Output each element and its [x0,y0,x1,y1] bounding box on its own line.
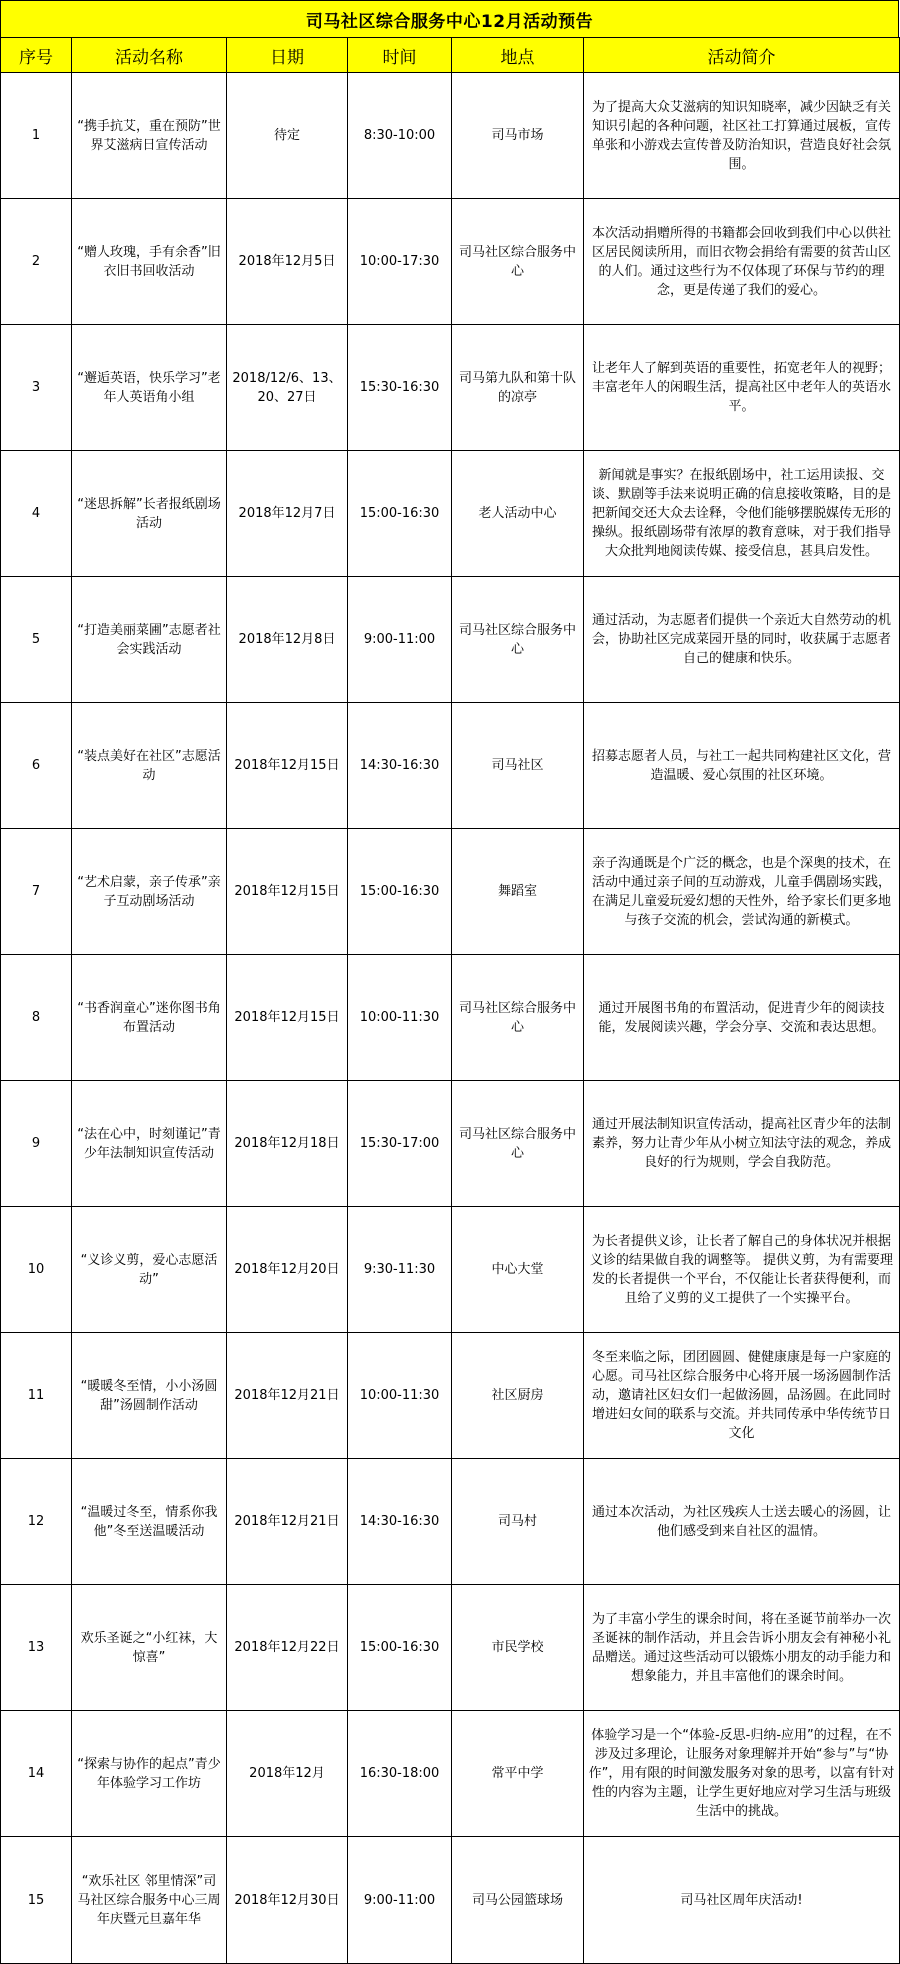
cell-name: “赠人玫瑰，手有余香”旧衣旧书回收活动 [72,199,227,325]
table-row [1,1585,900,1711]
cell-date: 2018年12月21日 [227,1333,348,1459]
header-place: 地点 [452,38,584,73]
cell-date: 2018年12月30日 [227,1837,348,1964]
table-row [1,451,900,577]
header-no: 序号 [1,38,72,73]
cell-no: 14 [1,1711,72,1837]
cell-place: 常平中学 [452,1711,584,1837]
cell-name: “艺术启蒙，亲子传承”亲子互动剧场活动 [72,829,227,955]
cell-time: 10:00-11:30 [348,1333,452,1459]
sheet-title: 司马社区综合服务中心12月活动预告 [0,0,899,38]
cell-name: “装点美好在社区”志愿活动 [72,703,227,829]
cell-name: “迷思拆解”长者报纸剧场活动 [72,451,227,577]
cell-date: 2018年12月7日 [227,451,348,577]
cell-name: “打造美丽菜圃”志愿者社会实践活动 [72,577,227,703]
cell-time: 15:00-16:30 [348,829,452,955]
table-row [1,1081,900,1207]
cell-name: “携手抗艾，重在预防”世界艾滋病日宣传活动 [72,73,227,199]
table-row [1,1333,900,1459]
cell-time: 14:30-16:30 [348,703,452,829]
cell-time: 8:30-10:00 [348,73,452,199]
cell-date: 2018年12月15日 [227,829,348,955]
cell-place: 司马村 [452,1459,584,1585]
header-time: 时间 [348,38,452,73]
cell-name: “欢乐社区 邻里情深”司马社区综合服务中心三周年庆暨元旦嘉年华 [72,1837,227,1964]
cell-date: 2018/12/6、13、20、27日 [227,325,348,451]
cell-time: 10:00-11:30 [348,955,452,1081]
header-row [1,38,900,73]
cell-name: “暖暖冬至情，小小汤圆甜”汤圆制作活动 [72,1333,227,1459]
cell-desc: 为长者提供义诊，让长者了解自己的身体状况并根据义诊的结果做自我的调整等。 提供义剪，为有需要理发的长者提供一个平台，不仅能让长者获得便利，而且给了义剪的义工提供了一个实操平台。 [584,1207,900,1333]
cell-no: 1 [1,73,72,199]
cell-time: 9:00-11:00 [348,1837,452,1964]
cell-place: 司马公园篮球场 [452,1837,584,1964]
cell-date: 2018年12月18日 [227,1081,348,1207]
cell-time: 15:00-16:30 [348,451,452,577]
cell-no: 11 [1,1333,72,1459]
cell-desc: 通过本次活动，为社区残疾人士送去暖心的汤圆，让他们感受到来自社区的温情。 [584,1459,900,1585]
cell-no: 6 [1,703,72,829]
cell-no: 13 [1,1585,72,1711]
cell-desc: 让老年人了解到英语的重要性，拓宽老年人的视野；丰富老年人的闲暇生活，提高社区中老年人的英语水平。 [584,325,900,451]
cell-desc: 新闻就是事实？在报纸剧场中，社工运用读报、交谈、默剧等手法来说明正确的信息接收策略，目的是把新闻交还大众去诠释，令他们能够摆脱媒传无形的操纵。报纸剧场带有浓厚的教育意味，对于我们指导大众批判地阅读传媒、接受信息，甚具启发性。 [584,451,900,577]
header-desc: 活动简介 [584,38,900,73]
cell-date: 2018年12月15日 [227,955,348,1081]
header-date: 日期 [227,38,348,73]
cell-time: 14:30-16:30 [348,1459,452,1585]
cell-place: 司马社区综合服务中心 [452,955,584,1081]
table-row [1,1207,900,1333]
cell-desc: 通过开展图书角的布置活动，促进青少年的阅读技能，发展阅读兴趣，学会分享、交流和表达思想。 [584,955,900,1081]
cell-name: “邂逅英语，快乐学习”老年人英语角小组 [72,325,227,451]
cell-place: 中心大堂 [452,1207,584,1333]
cell-place: 司马社区综合服务中心 [452,1081,584,1207]
cell-no: 8 [1,955,72,1081]
cell-time: 15:00-16:30 [348,1585,452,1711]
cell-name: “法在心中，时刻谨记”青少年法制知识宣传活动 [72,1081,227,1207]
cell-no: 4 [1,451,72,577]
cell-place: 司马社区 [452,703,584,829]
cell-time: 9:00-11:00 [348,577,452,703]
cell-date: 2018年12月21日 [227,1459,348,1585]
cell-no: 5 [1,577,72,703]
cell-desc: 为了丰富小学生的课余时间，将在圣诞节前举办一次圣诞袜的制作活动，并且会告诉小朋友会有神秘小礼品赠送。通过这些活动可以锻炼小朋友的动手能力和想象能力，并且丰富他们的课余时间。 [584,1585,900,1711]
cell-no: 7 [1,829,72,955]
cell-date: 2018年12月8日 [227,577,348,703]
cell-date: 待定 [227,73,348,199]
cell-date: 2018年12月20日 [227,1207,348,1333]
cell-time: 9:30-11:30 [348,1207,452,1333]
cell-date: 2018年12月22日 [227,1585,348,1711]
cell-desc: 通过开展法制知识宣传活动，提高社区青少年的法制素养，努力让青少年从小树立知法守法的观念，养成良好的行为规则，学会自我防范。 [584,1081,900,1207]
table-row [1,1711,900,1837]
cell-place: 司马社区综合服务中心 [452,199,584,325]
table-row [1,829,900,955]
cell-no: 12 [1,1459,72,1585]
table-row [1,577,900,703]
table-row [1,1459,900,1585]
cell-no: 10 [1,1207,72,1333]
cell-desc: 为了提高大众艾滋病的知识知晓率，减少因缺乏有关知识引起的各种问题，社区社工打算通过展板，宣传单张和小游戏去宣传普及防治知识，营造良好社会氛围。 [584,73,900,199]
header-name: 活动名称 [72,38,227,73]
cell-time: 16:30-18:00 [348,1711,452,1837]
table-row [1,325,900,451]
table-row [1,199,900,325]
cell-date: 2018年12月 [227,1711,348,1837]
cell-no: 9 [1,1081,72,1207]
cell-name: “温暖过冬至，情系你我他”冬至送温暖活动 [72,1459,227,1585]
cell-desc: 司马社区周年庆活动! [584,1837,900,1964]
cell-time: 10:00-17:30 [348,199,452,325]
cell-no: 2 [1,199,72,325]
cell-place: 市民学校 [452,1585,584,1711]
cell-date: 2018年12月15日 [227,703,348,829]
table-row [1,73,900,199]
cell-name: “探索与协作的起点”青少年体验学习工作坊 [72,1711,227,1837]
cell-desc: 亲子沟通既是个广泛的概念，也是个深奥的技术，在活动中通过亲子间的互动游戏，儿童手偶剧场实践，在满足儿童爱玩爱幻想的天性外，给予家长们更多地与孩子交流的机会，尝试沟通的新模式。 [584,829,900,955]
cell-date: 2018年12月5日 [227,199,348,325]
table-row [1,955,900,1081]
activity-table [0,37,900,1964]
cell-no: 15 [1,1837,72,1964]
cell-place: 老人活动中心 [452,451,584,577]
cell-name: “书香润童心”迷你图书角布置活动 [72,955,227,1081]
cell-no: 3 [1,325,72,451]
cell-place: 司马第九队和第十队的凉亭 [452,325,584,451]
table-row [1,703,900,829]
cell-desc: 冬至来临之际，团团圆圆、健健康康是每一户家庭的心愿。司马社区综合服务中心将开展一场汤圆制作活动，邀请社区妇女们一起做汤圆，品汤圆。在此同时增进妇女间的联系与交流。并共同传承中华传统节日文化 [584,1333,900,1459]
cell-desc: 通过活动，为志愿者们提供一个亲近大自然劳动的机会，协助社区完成菜园开垦的同时，收获属于志愿者自己的健康和快乐。 [584,577,900,703]
cell-place: 司马社区综合服务中心 [452,577,584,703]
cell-desc: 本次活动捐赠所得的书籍都会回收到我们中心以供社区居民阅读所用，而旧衣物会捐给有需要的贫苦山区的人们。通过这些行为不仅体现了环保与节约的理念，更是传递了我们的爱心。 [584,199,900,325]
table-row [1,1837,900,1964]
cell-place: 舞蹈室 [452,829,584,955]
cell-time: 15:30-16:30 [348,325,452,451]
cell-desc: 招募志愿者人员，与社工一起共同构建社区文化，营造温暖、爱心氛围的社区环境。 [584,703,900,829]
cell-name: 欢乐圣诞之“小红袜，大惊喜” [72,1585,227,1711]
cell-name: “义诊义剪，爱心志愿活动” [72,1207,227,1333]
cell-place: 社区厨房 [452,1333,584,1459]
cell-desc: 体验学习是一个“体验-反思-归纳-应用”的过程，在不涉及过多理论，让服务对象理解并开始“参与”与“协作”，用有限的时间激发服务对象的思考，以富有针对性的内容为主题，让学生更好地应对学习生活与班级生活中的挑战。 [584,1711,900,1837]
cell-place: 司马市场 [452,73,584,199]
cell-time: 15:30-17:00 [348,1081,452,1207]
